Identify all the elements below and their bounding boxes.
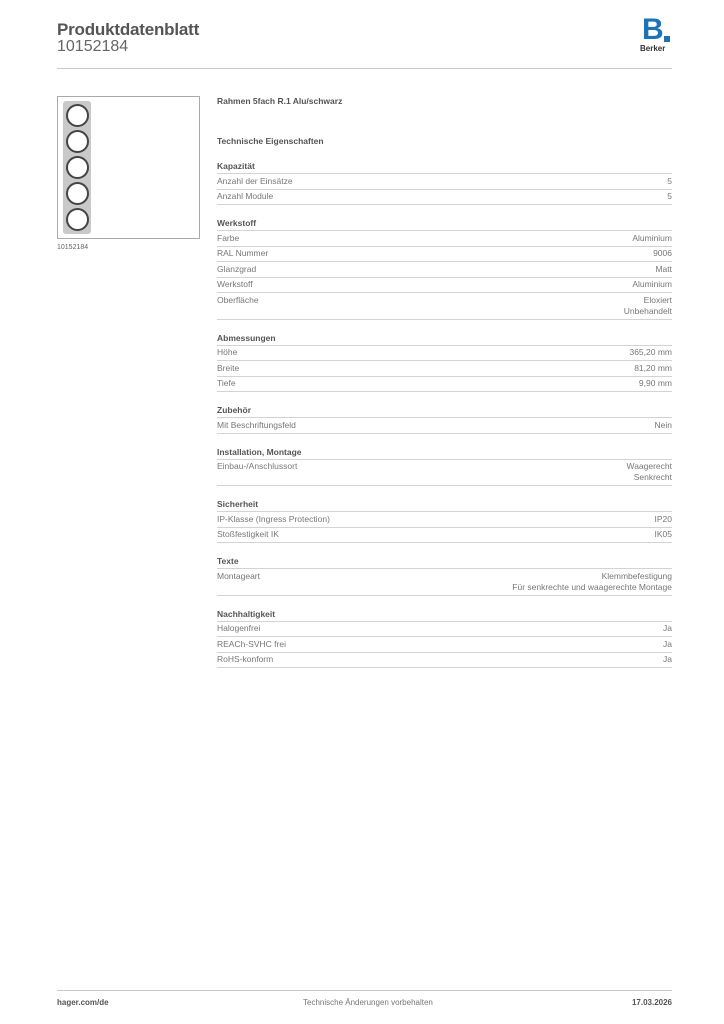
spec-label: Farbe <box>217 232 240 243</box>
spec-value-line: Ja <box>663 623 672 633</box>
spec-label: REACh-SVHC frei <box>217 638 286 649</box>
spec-value <box>632 233 672 244</box>
spec-row <box>217 361 672 377</box>
spec-label: IP-Klasse (Ingress Protection) <box>217 513 330 524</box>
socket-ring-icon <box>66 130 89 153</box>
spec-value <box>655 264 672 275</box>
spec-value <box>629 347 672 358</box>
spec-label: Anzahl Module <box>217 191 274 201</box>
product-image <box>57 96 200 239</box>
socket-ring-icon <box>66 156 89 179</box>
spec-value <box>663 639 672 650</box>
spec-group <box>217 447 672 487</box>
spec-group <box>217 161 672 205</box>
spec-value-line: IK05 <box>654 529 672 539</box>
spec-label: Halogenfrei <box>217 623 261 633</box>
spec-row <box>217 418 672 434</box>
socket-ring-icon <box>66 208 89 231</box>
spec-groups <box>217 161 672 668</box>
spec-value <box>667 191 672 202</box>
spec-value-line: 5 <box>667 191 672 201</box>
spec-value <box>663 654 672 665</box>
spec-row <box>217 278 672 294</box>
spec-value-line: IP20 <box>654 513 672 524</box>
spec-value <box>655 420 672 431</box>
spec-label: Tiefe <box>217 378 236 388</box>
group-title: Abmessungen <box>217 333 672 346</box>
spec-group <box>217 609 672 669</box>
spec-row <box>217 569 672 596</box>
spec-value-line: Aluminium <box>632 232 672 243</box>
spec-value-line: Eloxiert <box>643 294 672 305</box>
spec-row <box>217 460 672 487</box>
spec-value-line: Nein <box>654 419 672 430</box>
spec-value <box>624 295 672 317</box>
spec-label: Werkstoff <box>217 279 253 289</box>
spec-value <box>634 363 672 374</box>
spec-value-line: 81,20 mm <box>634 362 672 373</box>
spec-value-line: Matt <box>655 263 672 274</box>
spec-label: RAL Nummer <box>217 248 269 258</box>
spec-label: Anzahl der Einsätze <box>217 175 293 186</box>
spec-row <box>217 293 672 320</box>
spec-row <box>217 637 672 653</box>
spec-label: Höhe <box>217 347 238 357</box>
section-heading: Technische Eigenschaften <box>217 136 324 146</box>
spec-value <box>653 248 672 259</box>
spec-row <box>217 190 672 206</box>
article-number: 10152184 <box>57 38 129 55</box>
spec-row <box>217 653 672 669</box>
spec-value-line: Unbehandelt <box>623 305 672 316</box>
footer-website: hager.com/de <box>57 998 109 1007</box>
group-title: Werkstoff <box>217 218 672 231</box>
spec-value-line: Ja <box>663 638 672 649</box>
socket-ring-icon <box>66 182 89 205</box>
spec-label: Oberfläche <box>217 294 259 305</box>
group-title: Sicherheit <box>217 499 672 512</box>
berker-logo <box>640 13 674 56</box>
spec-value-line: Waagerecht <box>626 461 672 471</box>
product-name: Rahmen 5fach R.1 Alu/schwarz <box>217 96 343 106</box>
spec-value-line: 365,20 mm <box>629 347 672 357</box>
spec-label: Einbau-/Anschlussort <box>217 461 298 471</box>
frame-graphic <box>63 101 91 234</box>
spec-value-line: 9,90 mm <box>638 378 672 388</box>
group-title: Zubehör <box>217 405 672 418</box>
header-divider <box>57 68 672 69</box>
spec-row <box>217 262 672 278</box>
spec-value <box>655 529 673 540</box>
spec-row <box>217 174 672 190</box>
brand-letter: B <box>642 13 664 46</box>
spec-value-line: Für senkrechte und waagerechte Montage <box>512 581 672 592</box>
spec-value <box>667 176 672 187</box>
spec-value-line: 9006 <box>653 248 672 258</box>
spec-label: Glanzgrad <box>217 263 257 274</box>
spec-row <box>217 512 672 528</box>
group-title: Kapazität <box>217 161 672 174</box>
spec-value <box>626 461 672 483</box>
spec-row <box>217 622 672 638</box>
spec-value <box>655 514 673 525</box>
spec-label: Breite <box>217 362 240 373</box>
document-title: Produktdatenblatt <box>57 20 200 39</box>
spec-row <box>217 231 672 247</box>
spec-row <box>217 346 672 362</box>
footer-notice: Technische Änderungen vorbehalten <box>303 998 433 1007</box>
image-caption: 10152184 <box>57 244 89 251</box>
spec-group <box>217 556 672 596</box>
spec-value-line: Ja <box>663 654 672 664</box>
spec-label: RoHS-konform <box>217 654 274 664</box>
spec-value <box>632 279 672 290</box>
brand-name: Berker <box>640 44 666 53</box>
spec-value-line: Aluminium <box>632 279 672 289</box>
spec-label: Stoßfestigkeit IK <box>217 529 279 539</box>
socket-ring-icon <box>66 104 89 127</box>
spec-label: Mit Beschriftungsfeld <box>217 419 296 430</box>
spec-row <box>217 247 672 263</box>
group-title: Texte <box>217 556 672 569</box>
footer-divider <box>57 990 672 991</box>
spec-group <box>217 405 672 434</box>
spec-value <box>639 378 672 389</box>
group-title: Nachhaltigkeit <box>217 609 672 622</box>
spec-value-line: Klemmbefestigung <box>601 570 672 581</box>
spec-group <box>217 218 672 320</box>
spec-value <box>512 571 672 593</box>
spec-content <box>217 96 672 668</box>
spec-value-line: 5 <box>667 175 672 186</box>
spec-row <box>217 377 672 393</box>
spec-value-line: Senkrecht <box>633 472 672 482</box>
spec-row <box>217 528 672 544</box>
footer-date: 17.03.2026 <box>631 998 672 1007</box>
spec-value <box>663 623 672 634</box>
spec-group <box>217 499 672 543</box>
group-title: Installation, Montage <box>217 447 672 460</box>
spec-label: Montageart <box>217 570 260 581</box>
spec-group <box>217 333 672 393</box>
logo-dot-icon <box>664 36 670 42</box>
